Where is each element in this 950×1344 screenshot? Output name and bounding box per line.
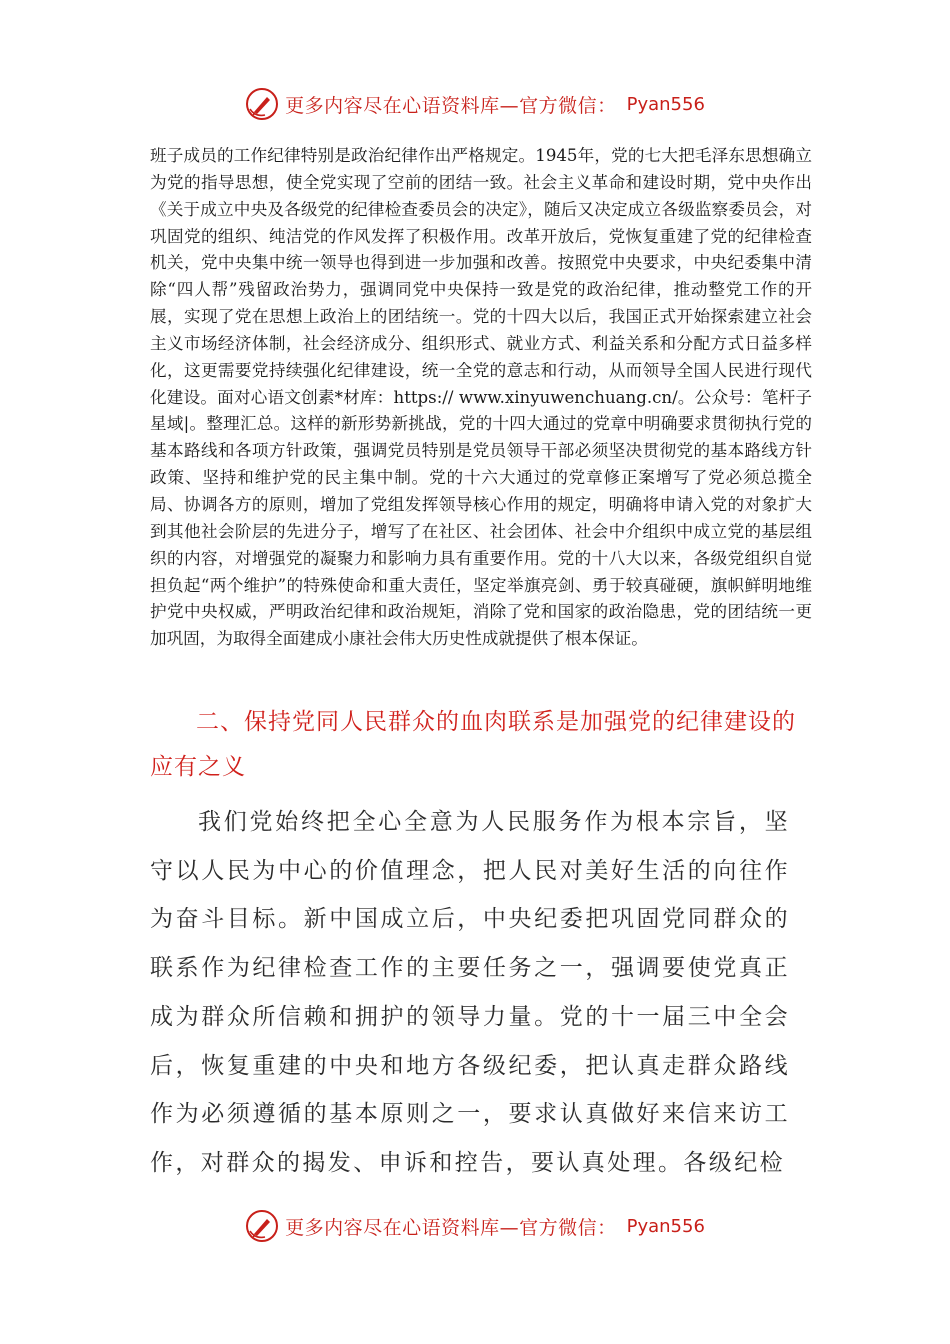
paragraph-1: 班子成员的工作纪律特别是政治纪律作出严格规定。1945年，党的七大把毛泽东思想确立为党的指导思想，使全党实现了空前的团结一致。社会主义革命和建设时期，党中央作出《关于成立中央及各级党的纪律检查委员会的决定》，随后又决定成立各级监察委员会，对巩固党的组织、纯洁党的作风发挥了积极作用。改革开放后，党恢复重建了党的纪律检查机关，党中央集中统一领导也得到进一步加强和改善。按照党中央要求，中央纪委集中清除“四人帮”残留政治势力，强调同党中央保持一致是党的政治纪律，推动整党工作的开展，实现了党在思想上政治上的团结统一。党的十四大以后，我国正式开始探索建立社会主义市场经济体制，社会经济成分、组织形式、就业方式、利益关系和分配方式日益多样化，这更需要党持续强化纪律建设，统一全党的意志和行动，从而领导全国人民进行现代化建设。面对心语文创素*材库：https:// www.xinyuwenchuang.cn/。公众号：笔杆子星域|。整理汇总。这样的新形势新挑战，党的十四大通过的党章中明确要求贯彻执行党的基本路线和各项方针政策，强调党员特别是党员领导干部必须坚决贯彻党的基本路线方针政策、坚持和维护党的民主集中制。党的十六大通过的党章修正案增写了党必须总揽全局、协调各方的原则，增加了党组发挥领导核心作用的规定，明确将申请入党的对象扩大到其他社会阶层的先进分子，增写了在社区、社会团体、社会中介组织中成立党的基层组织的内容，对增强党的凝聚力和影响力具有重要作用。党的十八大以来，各级党组织自觉担负起“两个维护”的特殊使命和重大责任，坚定举旗亮剑、勇于较真碰硬，旗帜鲜明地维护党中央权威，严明政治纪律和政治规矩，消除了党和国家的政治隐患，党的团结统一更加巩固，为取得全面建成小康社会伟大历史性成就提供了根本保证。 [150, 146, 812, 649]
paragraph-2: 我们党始终把全心全意为人民服务作为根本宗旨，坚守以人民为中心的价值理念，把人民对美好生活的向往作为奋斗目标。新中国成立后，中央纪委把巩固党同群众的联系作为纪律检查工作的主要任务之一，强调要使党真正成为群众所信赖和拥护的领导力量。党的十一届三中全会后，恢复重建的中央和地方各级纪委，把认真走群众路线作为必须遵循的基本原则之一，要求认真做好来信来访工作，对群众的揭发、申诉和控告，要认真处理。各级纪检 [150, 809, 790, 1176]
pen-logo-icon [245, 87, 279, 121]
watermark-banner-top [0, 86, 950, 122]
watermark-text: 更多内容尽在心语资料库—官方微信： [285, 1216, 617, 1239]
section-heading: 二、保持党同人民群众的血肉联系是加强党的纪律建设的应有之义 [150, 709, 796, 780]
pen-logo-icon [245, 1209, 279, 1243]
watermark-text: 更多内容尽在心语资料库—官方微信： [285, 94, 617, 117]
watermark-banner-bottom [0, 1208, 950, 1244]
watermark-contact: Pyan556 [626, 1215, 705, 1237]
watermark-contact: Pyan556 [626, 93, 705, 115]
